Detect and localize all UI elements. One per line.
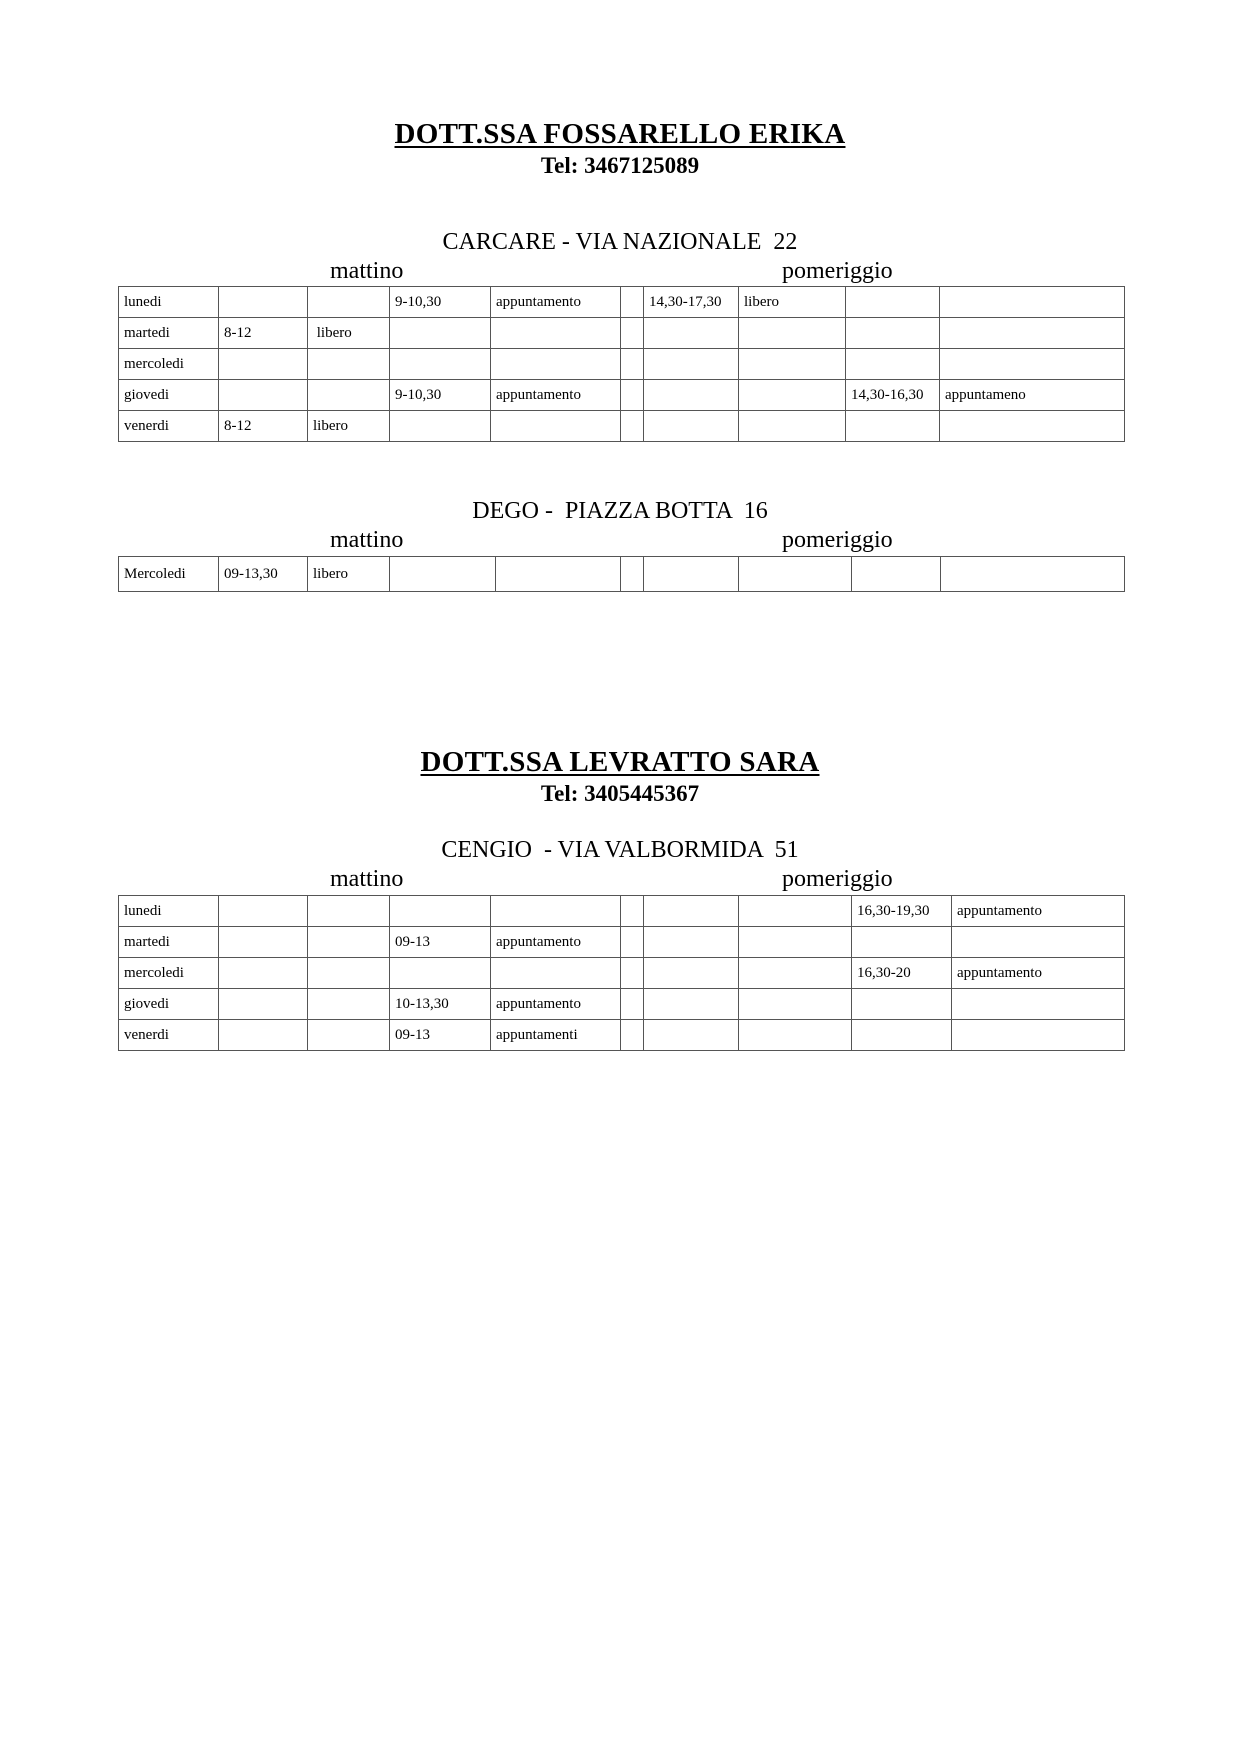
table-cell <box>390 411 491 442</box>
table-cell <box>739 927 852 958</box>
location-title: CARCARE - VIA NAZIONALE 22 <box>442 229 798 255</box>
day-cell: venerdi <box>119 1020 219 1051</box>
table-cell <box>940 318 1125 349</box>
table-cell <box>940 287 1125 318</box>
table-row <box>119 349 1125 380</box>
table-cell <box>846 318 940 349</box>
table-cell <box>739 958 852 989</box>
day-cell: venerdi <box>119 411 219 442</box>
table-cell <box>952 989 1125 1020</box>
table-row <box>119 287 1125 318</box>
day-cell: martedi <box>119 318 219 349</box>
table-cell <box>308 1020 390 1051</box>
table-cell <box>644 380 739 411</box>
table-cell <box>219 349 308 380</box>
table-cell <box>739 411 846 442</box>
table-cell <box>621 411 644 442</box>
doctor-phone: Tel: 3405445367 <box>540 781 700 806</box>
table-cell: appuntamento <box>952 896 1125 927</box>
day-cell: giovedi <box>119 380 219 411</box>
table-cell: 8-12 <box>219 411 308 442</box>
table-cell <box>308 896 390 927</box>
table-cell: appuntamento <box>952 958 1125 989</box>
location-title: DEGO - PIAZZA BOTTA 16 <box>472 498 768 524</box>
location-title: CENGIO - VIA VALBORMIDA 51 <box>441 837 799 863</box>
table-cell <box>952 927 1125 958</box>
table-cell <box>739 349 846 380</box>
day-cell: mercoledi <box>119 958 219 989</box>
afternoon-label: pomeriggio <box>782 527 893 553</box>
table-cell <box>852 927 952 958</box>
day-cell: giovedi <box>119 989 219 1020</box>
table-cell <box>852 1020 952 1051</box>
afternoon-label: pomeriggio <box>782 258 893 284</box>
table-cell <box>644 411 739 442</box>
table-cell: appuntamento <box>491 989 621 1020</box>
table-cell <box>739 557 852 592</box>
morning-label: mattino <box>330 258 404 284</box>
table-cell <box>621 557 644 592</box>
morning-label: mattino <box>330 866 404 892</box>
table-cell: 09-13,30 <box>219 557 308 592</box>
table-cell <box>308 989 390 1020</box>
table-cell <box>390 896 491 927</box>
table-cell: 8-12 <box>219 318 308 349</box>
table-cell <box>739 989 852 1020</box>
table-cell <box>941 557 1125 592</box>
table-cell <box>846 287 940 318</box>
table-cell <box>621 896 644 927</box>
day-cell: lunedi <box>119 896 219 927</box>
table-cell: appuntamenti <box>491 1020 621 1051</box>
table-cell <box>308 380 390 411</box>
table-cell <box>739 318 846 349</box>
schedule-table-dego <box>118 556 1125 592</box>
table-cell <box>621 989 644 1020</box>
doctor-name: DOTT.SSA LEVRATTO SARA <box>420 746 820 778</box>
table-cell <box>644 1020 739 1051</box>
table-cell <box>491 318 621 349</box>
day-cell: martedi <box>119 927 219 958</box>
doctor-name: DOTT.SSA FOSSARELLO ERIKA <box>394 118 846 150</box>
table-cell <box>219 287 308 318</box>
table-cell <box>219 958 308 989</box>
table-cell: libero <box>308 557 390 592</box>
table-cell <box>952 1020 1125 1051</box>
table-cell <box>219 989 308 1020</box>
table-row <box>119 958 1125 989</box>
table-cell <box>644 557 739 592</box>
table-cell <box>308 287 390 318</box>
table-cell <box>739 380 846 411</box>
table-cell <box>852 557 941 592</box>
table-cell <box>621 349 644 380</box>
table-cell <box>491 958 621 989</box>
table-cell: 16,30-19,30 <box>852 896 952 927</box>
table-cell: appuntameno <box>940 380 1125 411</box>
table-cell <box>390 557 496 592</box>
table-cell <box>621 1020 644 1051</box>
table-cell <box>491 896 621 927</box>
table-cell: 14,30-16,30 <box>846 380 940 411</box>
table-row <box>119 557 1125 592</box>
table-cell: 09-13 <box>390 1020 491 1051</box>
table-cell <box>390 349 491 380</box>
schedule-table-cengio <box>118 895 1125 1051</box>
table-cell <box>621 927 644 958</box>
table-cell <box>308 927 390 958</box>
table-cell <box>644 958 739 989</box>
table-row <box>119 989 1125 1020</box>
doctor-phone: Tel: 3467125089 <box>540 153 700 178</box>
table-cell <box>219 1020 308 1051</box>
table-cell <box>308 349 390 380</box>
afternoon-label: pomeriggio <box>782 866 893 892</box>
table-cell <box>852 989 952 1020</box>
day-cell: Mercoledi <box>119 557 219 592</box>
table-cell <box>739 896 852 927</box>
table-cell: libero <box>739 287 846 318</box>
table-cell <box>219 927 308 958</box>
schedule-table-carcare <box>118 286 1125 442</box>
table-cell <box>621 380 644 411</box>
table-cell <box>644 989 739 1020</box>
table-row <box>119 896 1125 927</box>
table-cell <box>644 896 739 927</box>
table-cell: 9-10,30 <box>390 380 491 411</box>
table-cell <box>308 958 390 989</box>
day-cell: mercoledi <box>119 349 219 380</box>
table-cell <box>390 958 491 989</box>
table-row <box>119 411 1125 442</box>
table-cell <box>219 896 308 927</box>
table-cell <box>940 349 1125 380</box>
table-cell: 10-13,30 <box>390 989 491 1020</box>
table-cell: appuntamento <box>491 287 621 318</box>
table-cell: appuntamento <box>491 927 621 958</box>
table-cell <box>940 411 1125 442</box>
table-cell: 09-13 <box>390 927 491 958</box>
table-cell <box>390 318 491 349</box>
table-cell: libero <box>308 318 390 349</box>
table-cell <box>219 380 308 411</box>
table-row <box>119 318 1125 349</box>
table-cell: 16,30-20 <box>852 958 952 989</box>
table-cell <box>621 287 644 318</box>
table-cell <box>846 411 940 442</box>
table-cell <box>739 1020 852 1051</box>
table-row <box>119 927 1125 958</box>
table-cell <box>644 927 739 958</box>
table-cell: 14,30-17,30 <box>644 287 739 318</box>
table-cell <box>491 411 621 442</box>
table-cell: 9-10,30 <box>390 287 491 318</box>
table-cell <box>621 318 644 349</box>
table-row <box>119 1020 1125 1051</box>
table-cell <box>621 958 644 989</box>
table-cell: libero <box>308 411 390 442</box>
table-cell: appuntamento <box>491 380 621 411</box>
table-cell <box>644 349 739 380</box>
table-cell <box>491 349 621 380</box>
table-cell <box>644 318 739 349</box>
morning-label: mattino <box>330 527 404 553</box>
table-cell <box>496 557 621 592</box>
day-cell: lunedi <box>119 287 219 318</box>
table-cell <box>846 349 940 380</box>
table-row <box>119 380 1125 411</box>
